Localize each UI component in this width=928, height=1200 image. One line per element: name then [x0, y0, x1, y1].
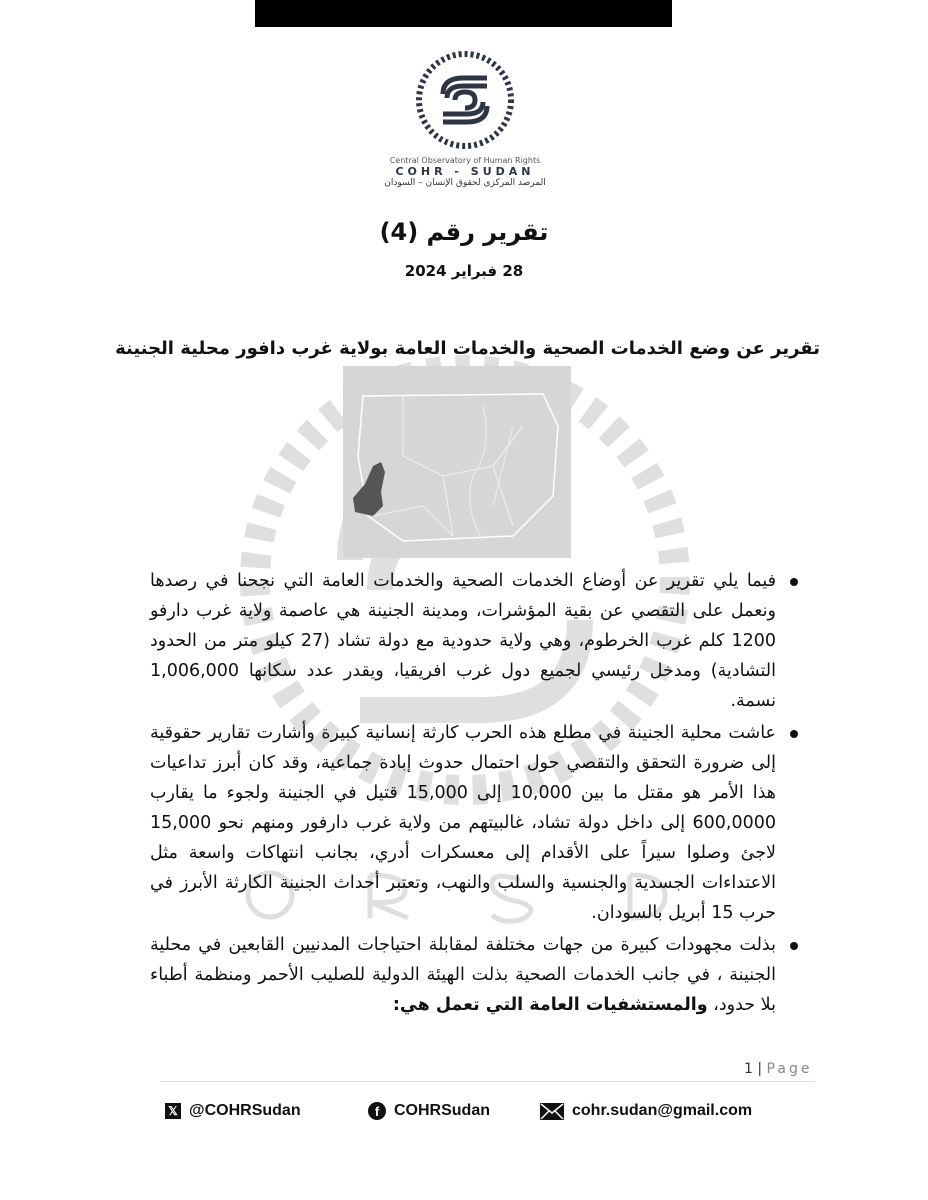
bullet-bold-text: والمستشفيات العامة التي تعمل هي:: [392, 995, 708, 1015]
page-divider: [160, 1081, 815, 1082]
facebook-icon: f: [368, 1102, 386, 1120]
bullet-item: فيما يلي تقرير عن أوضاع الخدمات الصحية والخدمات العامة التي نجحنا في رصدها ونعمل على التقصي عن بقية المؤشرات، ومدينة الجنينة هي عاصمة ولاية غرب دارفو 1200 كلم غرب الخرطوم، وهي ولاية حدودية مع دولة تشاد (27 كيلو متر من الحدود التشادية) ومدخل رئيسي لجميع دول غرب افريقيا، ويقدر عدد سكانها 1,006,000 نسمة.: [150, 566, 776, 716]
envelope-icon: [540, 1103, 564, 1120]
bullet-item: عاشت محلية الجنينة في مطلع هذه الحرب كارثة إنسانية كبيرة وأشارت تقارير حقوقية إلى ضرورة التحقق والتقصي حول احتمال حدوث إبادة جماعية، وقد كان أبرز تداعيات هذا الأمر هو مقتل ما بين 10,000 إلى 15,000 قتيل في الجنينة ولجوء ما يقارب 600,0000 إلى داخل دولة تشاد، غالبيتهم من ولاية غرب دارفور ومنهم نحو 15,000 لاجئ وصلوا سيراً على الأقدام إلى معسكرات أدري، بجانب انتهاكات واسعة مثل الاعتداءات الجسدية والجنسية والسلب والنهب، وتعتبر أحداث الجنينة الكارثة الأبرز في حرب 15 أبريل بالسودان.: [150, 718, 776, 928]
facebook-handle[interactable]: COHRSudan: [394, 1102, 490, 1119]
bullet-text: بذلت مجهودات كبيرة من جهات مختلفة لمقابلة احتياجات المدنيين القابعين في محلية الجنينة ، في جانب الخدمات الصحية بذلت الهيئة الدولية للصليب الأحمر ومنظمة أطباء بلا حدود،: [150, 935, 776, 1015]
report-date: 28 فبراير 2024: [404, 262, 524, 280]
top-black-bar: [255, 0, 672, 27]
page-label: Page: [766, 1061, 813, 1077]
report-title: تقرير رقم (4): [379, 218, 549, 246]
report-subtitle: تقرير عن وضع الخدمات الصحية والخدمات العامة بولاية غرب دافور محلية الجنينة: [115, 338, 820, 359]
bullet-item: [150, 930, 776, 1020]
footer-twitter[interactable]: [165, 1102, 301, 1120]
logo-name-en: Central Observatory of Human Rights: [389, 156, 541, 165]
sudan-map: [343, 366, 571, 558]
twitter-handle[interactable]: @COHRSudan: [189, 1102, 301, 1119]
footer-facebook[interactable]: [368, 1102, 490, 1120]
email-address[interactable]: cohr.sudan@gmail.com: [572, 1102, 753, 1119]
page-number-value: 1: [744, 1061, 753, 1077]
map-image: [343, 366, 571, 558]
cohr-logo: [380, 48, 550, 188]
x-twitter-icon: 𝕏: [165, 1103, 181, 1119]
logo-brand: COHR - SUDAN: [395, 165, 535, 178]
cohr-emblem-icon: [413, 48, 517, 152]
report-body: [150, 566, 776, 1022]
footer-email[interactable]: [540, 1102, 752, 1120]
page-number: 1 | Page: [744, 1061, 813, 1077]
logo-name-ar: المرصد المركزي لحقوق الإنسان – السودان: [384, 178, 546, 188]
